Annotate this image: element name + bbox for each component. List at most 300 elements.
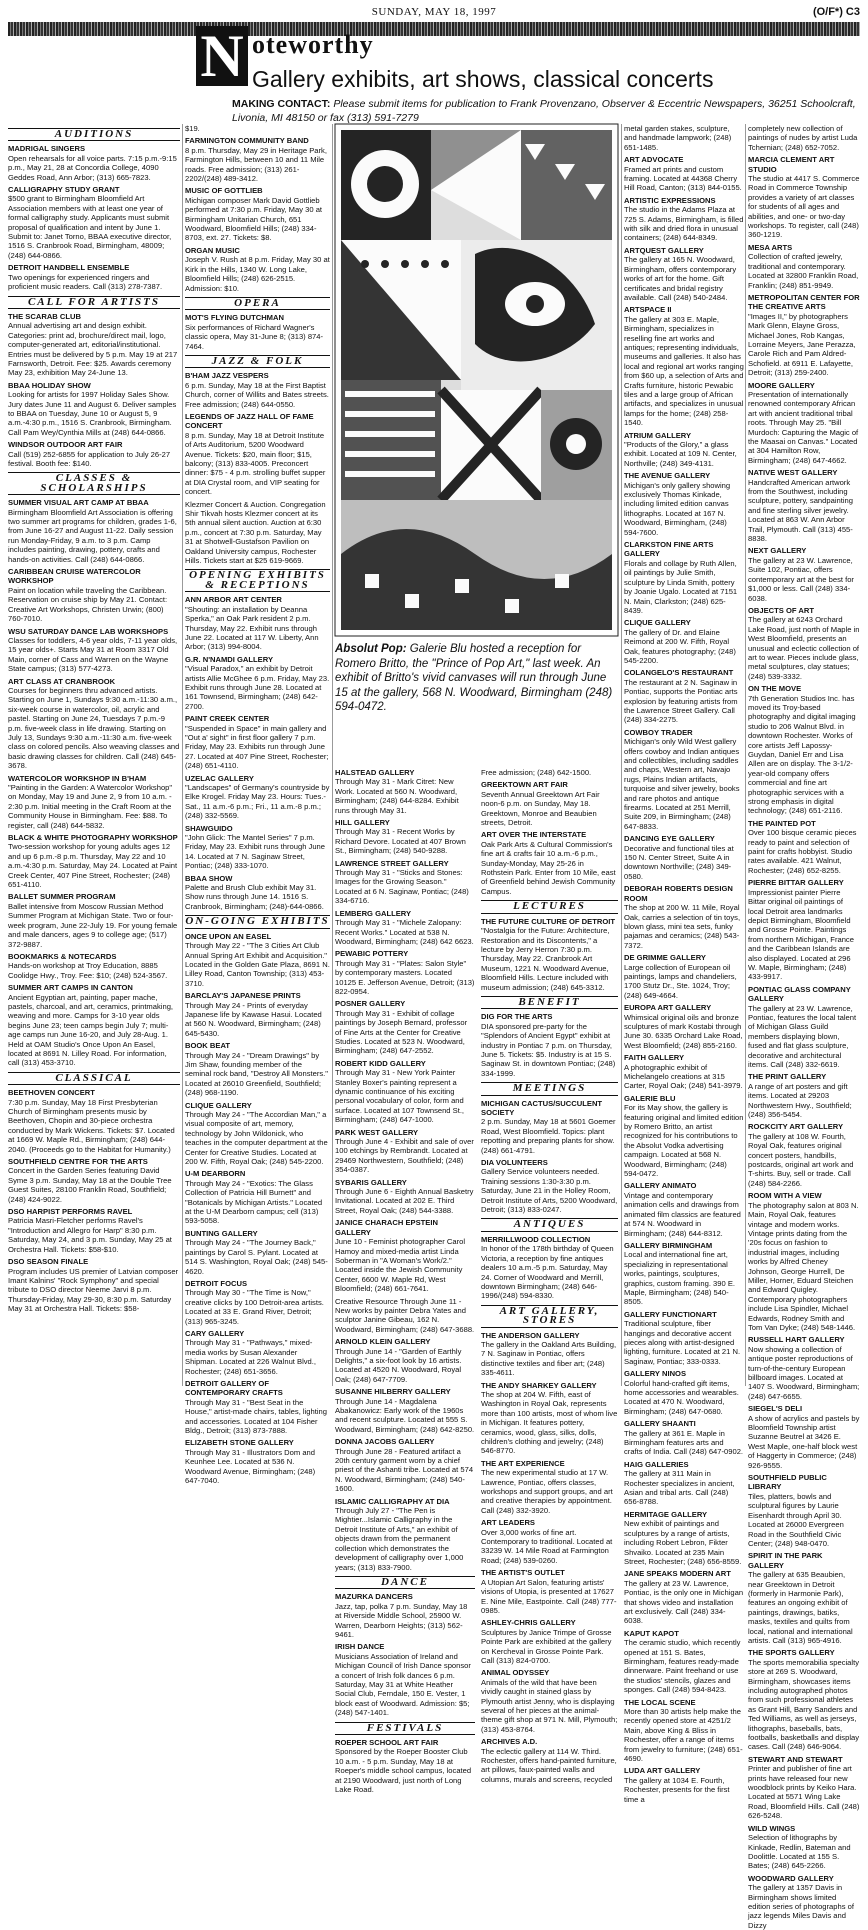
listing-entry [481,1331,618,1378]
listing-entry [748,1648,860,1751]
section-heading: CLASSES & SCHOLARSHIPS [8,472,180,495]
listing-name: ISLAMIC CALLIGRAPHY AT DIA [335,1496,450,1506]
listing-name: DIA VOLUNTEERS [481,1158,548,1168]
listing-entry [335,1738,475,1794]
listing-body: Ancient Egyptian art, painting, paper mache, pastels, charcoal, and art, ceramics, printmaking, weaving and more. Camps for 3-10 year olds begins June 23; teen camps begin July 7; multi-age camps run June 16-20, and July 28-Aug. 1. Held at OAM Studio's Once Upon An Easel, located at 8691 N. Lilley Road. For information, call (313) 453-3710. [8,992,174,1068]
listing-body: Through May 22 - "The 3 Cities Art Club Annual Spring Art Exhibit and Acquisition." Located in the Golden Gate Plaza, 8691 N. Lilley Road, Canton Township; (313) 453-3710. [185,941,330,988]
contact-text: Please submit items for publication to Frank Provenzano, Observer & Eccentric Newspapers, 36251 Schoolcraft, Livonia, MI 48150 or fax (313) 591-7279 [232,98,856,124]
listing-name: NATIVE WEST GALLERY [748,468,838,478]
listing-entry [8,312,180,378]
listing-entry [185,1229,330,1276]
listing-name: JANICE CHARACH EPSTEIN GALLERY [335,1218,438,1237]
listing-name: G.R. N'NAMDI GALLERY [185,654,274,664]
listing-body: Through May 31 - Exhibit of collage paintings by Joseph Bernard, professor of Fine Arts at the Center for Creative Studies. Located at 523 N. Woodward, Birmingham; (248) 647-2552. [335,1008,468,1056]
listing-entry [8,952,180,980]
listing-body: The restaurant at 2 N. Saginaw in Pontiac, supports the Pontiac arts explosion by featuring artists from the Lawrence Street Gallery. Call (248) 334-2275. [624,677,738,725]
column-rule [182,124,183,1386]
page-header [8,6,860,22]
listing-body: Through June 4 - Exhibit and sale of over 100 etchings by Rembrandt. Located at 29469 Northwestern, Southfield; (248) 354-0387. [335,1137,474,1175]
listing-name: CARY GALLERY [185,1328,245,1338]
listing-entry [624,471,744,537]
listing-name: PEWABIC POTTERY [335,949,409,959]
listing-name: PIERRE BITTAR GALLERY [748,878,844,888]
listing-entry [624,1094,744,1179]
listing-body: metal garden stakes, sculpture, and handmade lampwork; (248) 651-1485. [624,124,732,152]
listing-name: GALLERY ANIMATO [624,1181,697,1191]
listing-name: U-M DEARBORN [185,1169,246,1179]
listing-name: DEBORAH ROBERTS DESIGN ROOM [624,884,733,903]
listing-name: DANCING EYE GALLERY [624,834,715,844]
listing-body: Concert in the Garden Series featuring David Syme 3 p.m. Sunday, May 18 at the Double Tree Guest Suites, 28100 Franklin Road, Southfield; (248) 424-9022. [8,1166,172,1204]
listing-name: STEWART AND STEWART [748,1754,843,1764]
listing-name: SOUTHFIELD CENTRE FOR THE ARTS [8,1157,148,1167]
listing-name: BBAA HOLIDAY SHOW [8,380,91,390]
listing-entry [185,124,330,133]
listing-entry [185,991,330,1038]
listing-body: The gallery at 303 E. Maple, Birmingham, specializes in reselling fine art works and antiques; representing individuals, museums and galleries. It also has local and regional art works ranging from $60 up, a selection of Arts and Crafts furniture, historic Pewabic tiles and a large group of African artifacts, and specializes in unusual lamps for the home; (248) 258-1540. [624,314,744,428]
listing-name: CLIQUE GALLERY [185,1100,252,1110]
listing-name: ART LEADERS [481,1518,536,1528]
listing-entry [8,892,180,948]
listing-name: CARIBBEAN CRUISE WATERCOLOR WORKSHOP [8,567,141,586]
listing-entry [8,567,180,623]
listing-body: Whimsical original oils and bronze sculptures of mark Kostabi through June 30. 6335 Orchard Lake Road, West Bloomfield; (248) 855-2160. [624,1012,743,1050]
listing-entry [748,1473,860,1548]
listing-name: THE AVENUE GALLERY [624,471,711,481]
listing-name: ARTISTIC EXPRESSIONS [624,195,716,205]
listing-entry [624,1460,744,1507]
listing-entry [748,819,860,875]
photo-caption [335,642,618,760]
listing-entry [185,1101,330,1167]
listing-entry [8,263,180,291]
listing-entry [748,1874,860,1930]
listing-body: Now showing a collection of antique poster reproductions of turn-of-the-century European billboard images. Located at 1407 S. Woodward, Birmingham; (248) 647-6655. [748,1344,860,1401]
listing-name: MADRIGAL SINGERS [8,144,86,154]
listing-name: WINDSOR OUTDOOR ART FAIR [8,440,123,450]
listing-body: Through May 31 - New York Painter Stanley Boxer's painting represent a dynamic continuance of his exciting personal vocabulary of color, form and surface. Located at 107 Townsend St., Birmingham; (248) 647-1000. [335,1068,465,1125]
listing-body: Looking for artists for 1997 Holiday Sales Show. Jury dates June 11 and August 6. Deliver samples to BBAA on Tuesday, June 10 or August 5, 9 a.m.-4:30 p.m., 1516 S. Cranbrook, Birmingham. Call Pam Wey/Cynthia Mills at (248) 644-0866. [8,390,177,437]
listing-body: Through June 14 - "Garden of Earthly Delights," a six-foot look by 16 artists. Located at 4520 N. Woodward, Royal Oak; (248) 647-7709. [335,1346,462,1384]
listing-name: DIG FOR THE ARTS [481,1012,553,1022]
listing-entry [748,1122,860,1188]
listing-entry [748,381,860,466]
listing-entry [8,1257,180,1313]
listing-name: UZELAC GALLERY [185,773,254,783]
listing-body: Call (519) 252-6855 for application to July 26-27 festival. Booth fee: $140. [8,449,171,468]
listing-body: 8 p.m. Sunday, May 18 at Detroit Institute of Arts Auditorium, 5200 Woodward Avenue. Tickets: $20, main floor; $15, balcony; (313) 833-4005. Preconcert dinner: $75 - 4 p.m. strolling buffet supper at DIA Crystal room, and VIP seating for concert. [185,430,326,497]
listing-body: The gallery at 23 W. Lawrence, Suite 102, Pontiac, offers contemporary art at the best for $1,000 or less. Call (248) 334-6038. [748,555,854,603]
listing-entry [185,1041,330,1097]
listing-name: LAWRENCE STREET GALLERY [335,858,449,868]
listing-name: NEXT GALLERY [748,546,807,556]
column-3 [335,768,475,1795]
listing-entry [335,909,475,947]
listing-entry [624,1510,744,1566]
banner-initial: N [196,26,248,86]
listing-body: Through May 31 - "Plates: Salon Style" by contemporary masters. Located 10125 E. Jefferson Avenue, Detroit; (313) 822-0954. [335,958,475,996]
listing-body: The gallery at 165 N. Woodward, Birmingham, offers contemporary works of art for the home. Gift certificates and bridal registry available. Call (248) 540-2484. [624,255,737,302]
listing-name: MOORE GALLERY [748,380,815,390]
listing-body: Program includes US premier of Latvian composer Imant Kalnins' "Rock Symphony" and special tribute to DSO director Neeme Jarvi 8 p.m. Thursday-Friday, May 29-30, 8:30 p.m. Saturday May 31 at Orchestra Hall. Tickets: $58- [8,1266,179,1314]
listing-body: The photography salon at 803 N. Main, Royal Oak, features vintage and modern works. Vintage prints dating from the '20s focus on fashion to industrial images, including works by Alfred Cheney Johnson, George Hurrell, De Miller, Horner, Eduard Steichen and Edward Quigley. Contemporary photographers include Lisa Spindler, Michael Edwards, Rodney Smith and Tom Van Dyke; (248) 548-1446. [748,1200,859,1332]
listing-body: "Nostalgia for the Future: Architecture, Restoration and its Discontents," a lecture by Jerry Herron 7:30 p.m. Thursday, May 22. Cranbrook Art Museum, 1221 N. Woodward Avenue, Bloomfield Hills. Lecture included with museum admission; (248) 645-3312. [481,926,610,992]
listing-name: DETROIT FOCUS [185,1278,248,1288]
listing-entry [335,818,475,856]
caption-label: Absolut Pop: [335,643,407,655]
listing-body: The gallery at 361 E. Maple in Birmingham features arts and crafts of India. Call (248) 647-0902. [624,1428,744,1457]
listing-entry [748,1072,860,1119]
listing-body: Over 3,000 works of fine art. Contemporary to traditional. Located at 33239 W. 14 Mile Road at Farmington Road; (248) 539-0260. [481,1527,613,1565]
listing-body: More than 30 artists help make the recently opened store at 4251/2 Main, above King & Bliss in Rochester, offer a range of items from jewelry to furniture; (248) 651-4690. [624,1707,743,1764]
listing-body: completely new collection of paintings of nudes by artist Luda Tchernian; (248) 652-7052. [748,124,858,152]
listing-entry [335,1437,475,1493]
listing-body: The gallery of Dr. and Elaine Reimond at 200 W. Fifth, Royal Oak, features photography; (248) 545-2200. [624,627,736,665]
listing-body: 2 p.m. Sunday, May 18 at 5601 Goemer Road, West Bloomfield. Topics: plant repotting and preparing plants for show. (248) 661-4791. [481,1117,616,1155]
section-heading: OPENING EXHIBITS & RECEPTIONS [185,569,330,592]
section-heading: BENEFIT [481,996,618,1009]
listing-name: MARCIA CLEMENT ART STUDIO [748,155,835,174]
listing-entry [481,780,618,827]
listing-name: SUMMER VISUAL ART CAMP AT BBAA [8,498,149,508]
listing-name: GALLERY NINOS [624,1369,687,1379]
listing-name: THE PAINTED POT [748,818,816,828]
listing-name: MESA ARTS [748,242,793,252]
listing-body: "Suspended in Space" in main gallery and "Out a' sight" in first floor gallery 7 p.m. Friday, May 23. Exhibits run through June 27. Located at 407 Pine Street, Rochester; (248) 651-4110. [185,723,329,771]
column-1 [8,124,180,1386]
listing-name: WOODWARD GALLERY [748,1873,834,1883]
listing-body: Printer and publisher of fine art prints have released four new woodblock prints by Keiko Hara. Located at 5571 Wing Lake Road, Bloomfield Hills. Call (248) 626-5248. [748,1764,860,1821]
listing-body: Open rehearsals for all voice parts. 7:15 p.m.-9:15 p.m., May 21, 28 at Concordia College, 4090 Geddes Road, Ann Arbor; (313) 665-7823. [8,153,177,182]
section-heading: ANTIQUES [481,1218,618,1231]
listing-entry [185,246,330,293]
page-code: (O/F*) C3 [812,6,860,18]
listing-body: The gallery at 1034 E. Fourth, Rochester, presents for the first time a [624,1775,730,1804]
listing-name: BUNTING GALLERY [185,1228,258,1238]
column-rule [621,124,622,1386]
listing-name: BLACK & WHITE PHOTOGRAPHY WORKSHOP [8,833,178,843]
listing-entry [481,1568,618,1615]
listing-name: HERMITAGE GALLERY [624,1509,708,1519]
listing-entry [624,540,744,615]
listing-entry [335,949,475,996]
listing-entry [335,1218,475,1293]
listing-name: ART ADVOCATE [624,155,684,165]
section-heading: JAZZ & FOLK [185,355,330,368]
listing-name: THE ANDERSON GALLERY [481,1330,580,1340]
listing-body: Michigan's only Wild West gallery offers cowboy and Indian antiques and collectibles, including saddles and chaps, Western art, Navajo rugs, Plains Indian artifacts, turquoise and silver jewelry, books and rare photos and antique firearms. Located at 251 Merrill, Suite 209, in Birmingham; (248) 647-8833. [624,737,740,831]
section-heading: CLASSICAL [8,1072,180,1085]
listing-entry [335,768,475,815]
listing-name: DSO HARPIST PERFORMS RAVEL [8,1207,133,1217]
listing-body: Traditional sculpture, fiber hangings and decorative accent pieces along with artist-designed lighting, furniture. Located at 21 N. Saginaw, Pontiac; 333-0333. [624,1319,741,1366]
listing-entry [185,136,330,183]
listing-body: New exhibit of paintings and sculptures by a range of artists, including Robert Lebron, Fikter Shvaiko. Located at 235 Main Street, Rochester; (248) 656-8559. [624,1519,742,1566]
listing-entry [8,677,180,771]
listing-name: HALSTEAD GALLERY [335,768,415,777]
column-rule [332,124,333,1386]
listing-name: SHAWGUIDO [185,823,233,833]
section-heading: DANCE [335,1576,475,1589]
listing-entry [748,1191,860,1332]
listing-entry [748,1551,860,1645]
listing-body: Musicians Association of Ireland and Michigan Council of Irish Dance sponsor a concert of Irish folk dances 6 p.m. Saturday, May 31 at White Heather Social Club, Ferndale, 150 E. Vester, 1 block east of Woodward. Admission: $5; (248) 547-1401. [335,1651,471,1718]
listing-name: LUDA ART GALLERY [624,1766,701,1776]
listing-entry [748,1755,860,1821]
listing-body: Joseph V. Rush at 8 p.m. Friday, May 30 at Kirk in the Hills, 1340 W. Long Lake, Bloomfield Hills; (248) 626-2515. Admission: $10. [185,255,330,293]
listing-name: IRISH DANCE [335,1642,385,1652]
listing-name: ROCKCITY ART GALLERY [748,1122,844,1132]
listing-body: June 10 - Feminist photographer Carol Hamoy and mixed-media artist Linda Soberman in "A Woman's Work/2." Located inside the Jewish Community Center, 6600 W. Maple Rd, West Bloomfield; (248) 661-7641. [335,1237,466,1294]
listing-body: Classes for toddlers, 4-6 year olds, 7-11 year olds, 15 year olds+. Starts May 31 at Room 3317 Old Main, corner of Cass and Warren on the Wayne State campus; (313) 577-4273. [8,635,178,674]
listing-entry [481,768,618,777]
listing-entry [8,498,180,564]
listing-entry [335,1178,475,1216]
listing-body: A show of acrylics and pastels by Bloomfield Township artist Suzanne Beutrel at 3426 E. West Maple, one-half block west of Haggerty in Commerce; (248) 926-9555. [748,1413,860,1470]
section-banner [8,22,860,92]
listing-entry [481,1518,618,1565]
listing-name: ROBERT KIDD GALLERY [335,1058,426,1068]
listing-name: ARCHIVES A.D. [481,1737,538,1747]
listing-entry [185,1329,330,1376]
contact-label: MAKING CONTACT: [232,98,331,110]
listing-body: Palette and Brush Club exhibit May 31. Show runs through June 14. 1516 S. Cranbrook, Birmingham; (248)-644-0866. [185,883,324,911]
listing-body: Through May 31 - Illustrators Dom and Keunhee Lee. Located at 536 N. Woodward Avenue, Birmingham; (248) 647-7040. [185,1447,316,1486]
listing-body: The gallery at 311 Main in Rochester specializes in ancient, Asian and tribal arts. Call (248) 656-8788. [624,1469,735,1507]
listing-entry [624,1003,744,1050]
listing-entry [335,999,475,1055]
listing-name: ANIMAL ODYSSEY [481,1668,550,1678]
listing-body: Decorative and functional tiles at 150 N. Center Street, Suite A in downtown Northville; (248) 349-0580. [624,843,734,881]
listing-entry [481,1618,618,1665]
listing-name: ONCE UPON AN EASEL [185,931,272,941]
listing-body: "Painting in the Garden: A Watercolor Workshop" on Monday, May 19 and June 2, 9 from 10 a.m. - 2:30 p.m. Initial meeting in the Craft Room at the Community House in Birmingham. Fee: $88. To register, call (248) 644-5832. [8,783,173,830]
listing-entry [481,1235,618,1301]
listing-entry [481,1099,618,1155]
dateline: SUNDAY, MAY 18, 1997 [371,6,497,18]
listing-name: BALLET SUMMER PROGRAM [8,892,116,902]
listing-body: Courses for beginners thru advanced artists. Starting on June 1, Sundays 9:30 a.m.-11:30 a.m., six-week course in watercolor, oil, acrylic and pastel. Starting on June 24, Tuesdays 7 p.m.-9 p.m. five-week class in life drawing. Starting on July 13, Sundays 9:30 a.m.-11:30 a.m. five-week class on colored pencils. Also weaving classes and basic drawing classes for children. Call (248) 645-3678. [8,685,180,771]
listing-body: Michigan composer Mark David Gottlieb performed at 7:30 p.m. Friday, May 30 at Birmingham Unitarian Church, 651 Woodward, Bloomfield Hills; (248) 334-8703, ext. 27. Tickets: $8. [185,195,323,243]
listing-body: 8 p.m. Thursday, May 29 in Heritage Park, Farmington Hills, between 10 and 11 Mile roads. Free admission; (313) 261-2202/(248) 489-3412. [185,145,327,184]
listing-body: The studio in the Adams Plaza at 725 S. Adams, Birmingham, is filled with silk and dried flora in unusual containers; (248) 644-8349. [624,205,744,243]
listing-name: EUROPA ART GALLERY [624,1003,712,1013]
listing-name: WSU SATURDAY DANCE LAB WORKSHOPS [8,626,169,636]
listing-name: DETROIT GALLERY OF CONTEMPORARY CRAFTS [185,1378,283,1398]
listing-name: THE FUTURE CULTURE OF DETROIT [481,916,616,926]
listing-body: "Landscapes" of Germany's countryside by Elke Krogel. Friday May 23. Hours: Tues.-Sat., 11 a.m.-6 p.m.; Fri., 11 a.m.-8 p.m.; (248) 332-5569. [185,783,330,821]
listing-entry [8,185,180,260]
listing-entry [748,546,860,602]
listing-name: SOUTHFIELD PUBLIC LIBRARY [748,1473,827,1492]
banner-subtitle: Gallery exhibits, art shows, classical concerts [252,66,714,92]
listing-entry [481,1737,618,1784]
listing-entry [335,1337,475,1384]
listing-entry [185,1279,330,1326]
listing-name: GALERIE BLU [624,1093,676,1103]
listing-body: 6 p.m. Sunday, May 18 at the First Baptist Church, corner of Willits and Bates streets. Free admission; (248) 644-0550. [185,380,329,409]
listing-name: GREEKTOWN ART FAIR [481,780,568,790]
listing-name: DONNA JACOBS GALLERY [335,1437,435,1447]
listing-body: "Images II," by photographers Mark Glenn, Elayne Gross, Michael Jones, Rob Kangas, Lorraine Meyers, Jane Perazza, Carole Rich and Pam Aldred-Schofield. at 6911 E. Lafayette, Detroit; (313) 259-2400. [748,311,856,378]
section-heading: FESTIVALS [335,1722,475,1735]
listing-body: A photographic exhibit of Michelangelo creations at 315 Carter, Royal Oak; (248) 541-3979. [624,1062,743,1091]
listing-name: PARK WEST GALLERY [335,1127,419,1137]
pop-art-photo [335,124,618,636]
listing-name: ARTSPACE II [624,305,672,315]
section-heading: CALL FOR ARTISTS [8,296,180,309]
listing-entry [335,1059,475,1125]
listing-body: Free admission; (248) 642-1500. [481,768,592,777]
listing-entry [624,1181,744,1237]
listing-body: Ballet intensive from Moscow Russian Method Summer Program at Michigan State. Two or four-week program, June 22-July 19. For young female and male dancers, ages 9 to college age; (517) 372-9887. [8,901,178,949]
listing-entry [624,953,744,1000]
listing-name: THE ARTIST'S OUTLET [481,1568,565,1578]
column-5 [624,124,744,1804]
listing-name: MERRILLWOOD COLLECTION [481,1234,591,1244]
listing-body: 7:30 p.m. Sunday, May 18 First Presbyterian Church of Birmingham presents music by Beethoven, Chopin and 30-piece orchestra conducted by Mark Wickens. Tickets: $7. Located at 1669 W. Maple Rd., Birmingham; (248) 644-2040. (Proceeds go to the Habitat for Humanity.) [8,1097,175,1154]
listing-body: The studio at 4417 S. Commerce Road in Commerce Township provides a variety of art classes for students of all ages and abilities, and one- or two-day workshops. To register, call (248) 360-1219. [748,174,860,240]
listing-body: Paint on location while traveling the Caribbean. Reservation on cruise ship by May 21. Contact: Creative Art Workshops, Christen Urwin; (800) 760-7010. [8,585,168,624]
listing-name: BEETHOVEN CONCERT [8,1088,95,1098]
listing-entry [748,124,860,152]
listing-entry [8,833,180,889]
listing-body: Seventh Annual Greektown Art Fair noon-6 p.m. on Sunday, May 18. Greektown, Monroe and Beaubien streets, Detroit. [481,789,600,828]
listing-name: PONTIAC GLASS COMPANY GALLERY [748,984,851,1004]
listing-body: Through May 24 - "The Accordian Man," a visual composite of art, memory, technology by John Wildonick, who teaches in the computer department at the Center for Creative Studies. Located at 200 W. Fifth, Royal Oak; (248) 545-2200. [185,1110,328,1167]
listing-name: DETROIT HANDBELL ENSEMBLE [8,263,130,273]
listing-body: Michigan's only gallery showing exclusively Thomas Kinkade, including limited edition canvas lithographs. Located at 167 N. Woodward, Birmingham, (248) 594-7600. [624,480,731,537]
listing-entry [185,824,330,871]
listing-body: Sponsored by the Roeper Booster Club 10 a.m. - 5 p.m. Sunday, May 18 at Roeper's middle school campus, located at 2190 Woodward, just north of Long Lake Road. [335,1747,472,1795]
listing-entry [185,774,330,821]
listing-name: SUMMER ART CAMPS IN CANTON [8,983,133,993]
listing-body: Large collection of European oil paintings, lamps and chandeliers, 1700 Stutz Dr., Ste. 1024, Troy; (248) 649-4664. [624,962,737,1000]
listing-entry [624,196,744,243]
listing-entry [8,144,180,182]
listing-entry [624,1419,744,1457]
listing-entry [8,1088,180,1154]
listing-body: Local and international fine art, specializing in representational works, paintings, sculptures, graphics, custom framing. 390 E. Maple, Birmingham; (248) 540-8505. [624,1250,736,1307]
listing-entry [624,1369,744,1416]
listing-name: CLARKSTON FINE ARTS GALLERY [624,540,714,559]
listing-body: Through June 6 - Eighth Annual Basketry Invitational. Located at 202 E. Third Street, Royal Oak; (248) 544-3388. [335,1187,474,1215]
listing-name: ROOM WITH A VIEW [748,1191,822,1201]
listing-body: Klezmer Concert & Auction. Congregation Shir Tikvah hosts Klezmer concert at its 5th annual silent auction. Auction at 6:30 p.m., concert at 7:30 p.m. Saturday, May 31 at Shotwell-Gustafson Pavilion on Oakland University campus, Rochester Hills. Tickets start at $25 619-9669. [185,499,326,566]
listing-body: Jazz, tap, polka 7 p.m. Sunday, May 18 at Riverside Middle School, 25900 W. Warren, Dearborn Heights; (313) 562-9461. [335,1601,468,1639]
listing-body: Two-session workshop for young adults ages 12 and up 6 p.m.-8 p.m. Thursday, May 22 and 10 a.m.-4:30 p.m. Saturday, May 24. Located at Paint Creek Center, 407 Pine Street, Rochester; (248) 651-4110. [8,842,178,890]
listing-name: BOOKMARKS & NOTECARDS [8,951,117,961]
listing-body: "Shouting: an installation by Deanna Sperka," an Oak Park resident 2 p.m. Thursday, May 22. Exhibit runs through June 22. Located at 117 W. Liberty, Ann Arbor; (313) 994-8004. [185,604,319,652]
listing-body: Two openings for experienced ringers and proficient music readers. Call (313) 278-7387. [8,272,163,292]
listing-name: JANE SPEAKS MODERN ART [624,1569,731,1579]
listing-body: "Visual Paradox," an exhibit by Detroit artists Allie McGhee 6 p.m. Friday, May 23. Exhibit runs through June 28. Located at 161 Townsend, Birmingham; (248) 642-2700. [185,664,330,711]
listing-body: The sports memorabilia specialty store at 269 S. Woodward, Birmingham, showcases items including autographed photos from such professional athletes as Grant Hill, Barry Sanders and Ted Williams, as well as jerseys, lithographs, baseballs, bats, footballs, basketballs and display cases. Call (248) 646-9064. [748,1657,860,1752]
listing-entry [481,1012,618,1078]
listing-body: Through May 31 - "Pathways," mixed-media works by Susan Alexander Shipman. Located at 226 Walnut Blvd., Rochester; (248) 651-3656. [185,1338,316,1376]
listing-entry [481,1158,618,1214]
listing-body: The gallery at 635 Beaubien, near Greektown in Detroit (formerly in Harmonie Park), features an ongoing exhibit of paintings, drawings, batiks, masks, textiles and quilts from local, national and international artists. Call (313) 965-4916. [748,1570,853,1645]
listing-entry [624,124,744,152]
listing-entry [8,627,180,674]
listing-entry [748,1824,860,1871]
listing-entry [335,1592,475,1639]
listing-body: Presentation of internationally renowned contemporary African art with ancient traditional tribal roots. Through May 25. "Bill Murdoch: Capturing the Magic of the Maasai on Canvas." Located at 304 Hamilton Row, Birmingham; (248) 647-4662. [748,389,859,465]
listing-name: ORGAN MUSIC [185,245,240,255]
listing-name: LEMBERG GALLERY [335,908,412,918]
listing-name: ART OVER THE INTERSTATE [481,830,587,840]
listing-entry [8,1207,180,1254]
section-heading: LECTURES [481,900,618,913]
listing-body: "John Glick: The Mantel Series" 7 p.m. Friday, May 23. Exhibit runs through June 14. Located at 7 N. Saginaw Street, Pontiac; (248) 333-1070. [185,833,325,871]
listing-body: Colorful hand-crafted gift items, home accessories and wearables. Located at 470 N. Woodward, Birmingham; (248) 647-0680. [624,1378,739,1416]
section-heading: ART GALLERY, STORES [481,1305,618,1328]
listing-entry [624,728,744,831]
listing-body: Through May 24 - Prints of everyday Japanese life by Kawase Hasui. Located at 560 N. Woodward, Birmingham; (248) 645-5430. [185,1000,322,1038]
listing-name: SYBARIS GALLERY [335,1177,407,1187]
listing-name: ARTQUEST GALLERY [624,245,704,255]
listing-entry [624,1766,744,1804]
listing-body: The eclectic gallery at 114 W. Third. Rochester, offers hand-painted furniture, art pillows, faux-painted walls and columns, murals and screens, recycled [481,1746,617,1784]
listing-name: B'HAM JAZZ VESPERS [185,371,269,381]
listing-name: GALLERY BIRMINGHAM [624,1240,713,1250]
listing-body: "Products of the Glory," a glass exhibit. Located at 109 N. Center, Northville; (248) 349-4131. [624,440,737,468]
listing-name: GALLERY FUNCTIONART [624,1309,717,1319]
listing-body: Through July 27 - "The Pen is Mightier...Islamic Calligraphy in the Detroit Institute of Arts," an exhibit of objects drawn from the permanent collection which demonstrates the development of calligraphy over 1,000 years; (313) 833-7900. [335,1506,464,1572]
listing-name: WATERCOLOR WORKSHOP IN B'HAM [8,773,147,783]
listing-entry [624,1310,744,1366]
listing-name: CLIQUE GALLERY [624,618,691,628]
listing-body: Impressionist painter Pierre Bittar original oil paintings of local Detroit area landmarks depict Birmingham, Bloomfield and Grosse Pointe. Paintings from northern Michigan, France and the Caribbean Islands are also displayed. Located at 296 W. Maple, Birmingham; (248) 433-9917. [748,887,854,982]
banner-pattern-strip [8,22,860,36]
listing-body: Handcrafted American artwork from the Southwest, including sculpture, pottery, sandpainting and fine sterling silver jewelry. Located at 863 W. Ann Arbor Trail, Plymouth. Call (313) 455-8838. [748,477,853,544]
listing-name: ON THE MOVE [748,684,802,694]
listing-body: The gallery at 23 W. Lawrence, Pontiac, features the local talent of Michigan Glass Guild members displaying blown, fused and flat glass sculpture, decorative and architectural items. Call (248) 332-6619. [748,1003,857,1069]
listing-body: Six performances of Richard Wagner's classic opera, May 31-June 8; (313) 874-7464. [185,322,324,351]
listing-name: LEGENDS OF JAZZ HALL OF FAME CONCERT [185,411,314,431]
listing-name: DSO SEASON FINALE [8,1257,89,1267]
listing-name: MAZURKA DANCERS [335,1592,413,1602]
listing-body: The ceramic studio, which recently opened at 151 S. Bates, Birmingham, features ready-made dinnerware. Paint freehand or use the studios' stencils, glazes and sponges. Call (248) 594-8423. [624,1638,741,1695]
listing-entry [748,293,860,378]
listing-body: A Utopian Art Salon, featuring artists' visions of Utopia, is presented at 17627 E. Nine Mile, Eastpointe. Call (248) 777-0985. [481,1577,617,1615]
listing-body: Through May 31 - Mark Citret: New Work. Located at 560 N. Woodward, Birmingham; (248) 644-8284. Exhibit runs through May 31. [335,777,459,815]
section-heading: ON-GOING EXHIBITS [185,915,330,928]
column-rule [745,124,746,1386]
listing-entry [8,983,180,1068]
listing-entry [748,243,860,290]
listing-body: The gallery at 108 W. Fourth, Royal Oak, features original concert posters, handbills, postcards, original art work and T-shirts. Buy, sell or trade. Call (248) 584-2266. [748,1131,854,1188]
listing-name: PAINT CREEK CENTER [185,714,270,724]
listing-name: COLANGELO'S RESTAURANT [624,668,734,678]
listing-entry [185,186,330,242]
listing-entry [624,1569,744,1625]
listing-entry [335,1297,475,1335]
listing-entry [748,684,860,816]
listing-entry [335,1497,475,1572]
listing-body: $19. [185,124,200,133]
listing-name: FAITH GALLERY [624,1053,685,1063]
listing-entry [481,830,618,896]
listing-name: ROEPER SCHOOL ART FAIR [335,1738,439,1747]
listing-name: METROPOLITAN CENTER FOR THE CREATIVE ARTS [748,292,860,312]
listing-entry [481,1381,618,1456]
listing-name: THE SCARAB CLUB [8,311,81,321]
listing-name: ART CLASS AT CRANBROOK [8,676,116,686]
listing-entry [335,859,475,906]
listing-entry [185,313,330,351]
listing-entry [748,1335,860,1401]
